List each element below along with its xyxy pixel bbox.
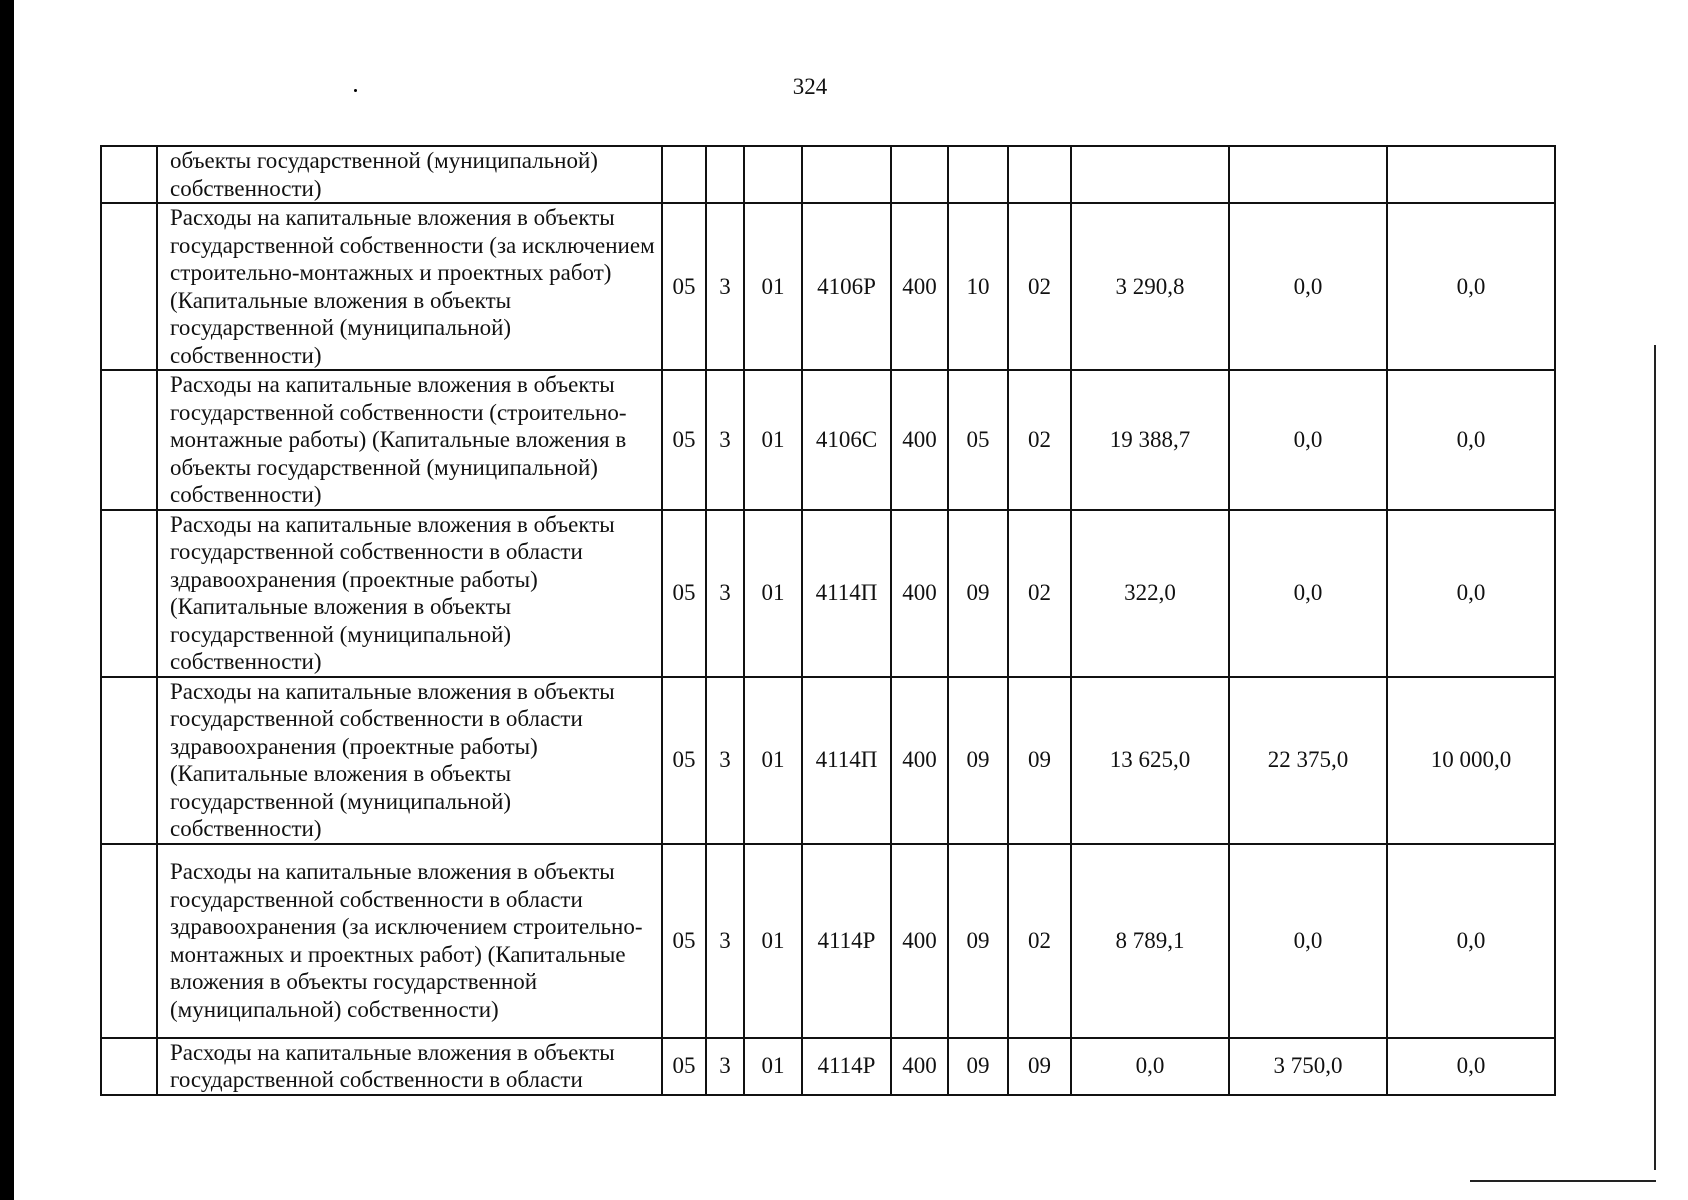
amount-cell: 10 000,0 bbox=[1387, 677, 1555, 844]
code-cell: 09 bbox=[948, 677, 1008, 844]
code-cell: 05 bbox=[662, 203, 706, 370]
code-cell bbox=[1008, 146, 1071, 203]
code-cell: 02 bbox=[1008, 203, 1071, 370]
description-cell: Расходы на капитальные вложения в объекты государственной собственности в области bbox=[157, 1038, 662, 1095]
table-row bbox=[101, 370, 1555, 510]
amount-cell: 0,0 bbox=[1387, 510, 1555, 677]
amount-cell: 0,0 bbox=[1229, 203, 1387, 370]
code-cell: 400 bbox=[891, 203, 948, 370]
code-cell bbox=[706, 146, 744, 203]
amount-cell: 3 290,8 bbox=[1071, 203, 1229, 370]
code-cell: 09 bbox=[948, 844, 1008, 1038]
code-cell: 4114Р bbox=[802, 844, 891, 1038]
code-cell: 02 bbox=[1008, 510, 1071, 677]
blank-cell bbox=[101, 844, 157, 1038]
code-cell: 01 bbox=[744, 844, 802, 1038]
code-cell: 3 bbox=[706, 1038, 744, 1095]
code-cell: 01 bbox=[744, 677, 802, 844]
blank-cell bbox=[101, 677, 157, 844]
code-cell: 05 bbox=[662, 677, 706, 844]
blank-cell bbox=[101, 1038, 157, 1095]
code-cell: 4106С bbox=[802, 370, 891, 510]
code-cell bbox=[662, 146, 706, 203]
description-cell: Расходы на капитальные вложения в объекты государственной собственности в области здравоохранения (за исключением строительно-монтажных и проектных работ) (Капитальные вложения в объекты государственной (муниципальной) собственности) bbox=[157, 844, 662, 1038]
code-cell: 3 bbox=[706, 510, 744, 677]
amount-cell bbox=[1387, 146, 1555, 203]
code-cell: 02 bbox=[1008, 844, 1071, 1038]
code-cell bbox=[744, 146, 802, 203]
blank-cell bbox=[101, 203, 157, 370]
code-cell: 10 bbox=[948, 203, 1008, 370]
code-cell bbox=[948, 146, 1008, 203]
description-cell: Расходы на капитальные вложения в объекты государственной собственности в области здравоохранения (проектные работы) (Капитальные вложения в объекты государственной (муниципальной) собственности) bbox=[157, 677, 662, 844]
amount-cell: 0,0 bbox=[1387, 844, 1555, 1038]
code-cell: 400 bbox=[891, 677, 948, 844]
description-cell: Расходы на капитальные вложения в объекты государственной собственности в области здравоохранения (проектные работы) (Капитальные вложения в объекты государственной (муниципальной) собственности) bbox=[157, 510, 662, 677]
code-cell: 09 bbox=[1008, 1038, 1071, 1095]
table-row bbox=[101, 1038, 1555, 1095]
code-cell: 05 bbox=[662, 1038, 706, 1095]
code-cell: 01 bbox=[744, 203, 802, 370]
amount-cell: 8 789,1 bbox=[1071, 844, 1229, 1038]
amount-cell: 0,0 bbox=[1229, 844, 1387, 1038]
code-cell: 02 bbox=[1008, 370, 1071, 510]
amount-cell: 13 625,0 bbox=[1071, 677, 1229, 844]
blank-cell bbox=[101, 510, 157, 677]
page-number: 324 bbox=[792, 74, 828, 99]
table-row bbox=[101, 146, 1555, 203]
amount-cell: 0,0 bbox=[1071, 1038, 1229, 1095]
blank-cell bbox=[101, 370, 157, 510]
code-cell bbox=[802, 146, 891, 203]
amount-cell bbox=[1229, 146, 1387, 203]
amount-cell bbox=[1071, 146, 1229, 203]
code-cell: 3 bbox=[706, 844, 744, 1038]
description-cell: Расходы на капитальные вложения в объекты государственной собственности (строительно-монтажные работы) (Капитальные вложения в объекты государственной (муниципальной) собственности) bbox=[157, 370, 662, 510]
scan-border-right bbox=[1654, 345, 1656, 1170]
scan-speck bbox=[354, 89, 357, 92]
table-row bbox=[101, 510, 1555, 677]
code-cell: 4106Р bbox=[802, 203, 891, 370]
code-cell: 400 bbox=[891, 370, 948, 510]
amount-cell: 0,0 bbox=[1387, 370, 1555, 510]
code-cell: 09 bbox=[948, 1038, 1008, 1095]
code-cell: 400 bbox=[891, 510, 948, 677]
description-cell: Расходы на капитальные вложения в объекты государственной собственности (за исключением строительно-монтажных и проектных работ) (Капитальные вложения в объекты государственной (муниципальной) собственности) bbox=[157, 203, 662, 370]
amount-cell: 19 388,7 bbox=[1071, 370, 1229, 510]
amount-cell: 0,0 bbox=[1229, 510, 1387, 677]
table-row bbox=[101, 677, 1555, 844]
code-cell: 3 bbox=[706, 203, 744, 370]
description-cell: объекты государственной (муниципальной) собственности) bbox=[157, 146, 662, 203]
table-row bbox=[101, 203, 1555, 370]
code-cell: 01 bbox=[744, 370, 802, 510]
code-cell: 4114П bbox=[802, 510, 891, 677]
code-cell bbox=[891, 146, 948, 203]
amount-cell: 3 750,0 bbox=[1229, 1038, 1387, 1095]
code-cell: 01 bbox=[744, 510, 802, 677]
code-cell: 400 bbox=[891, 844, 948, 1038]
code-cell: 05 bbox=[948, 370, 1008, 510]
blank-cell bbox=[101, 146, 157, 203]
code-cell: 3 bbox=[706, 370, 744, 510]
table-row bbox=[101, 844, 1555, 1038]
scan-border-bottom bbox=[1470, 1180, 1656, 1182]
code-cell: 05 bbox=[662, 844, 706, 1038]
scan-border-left bbox=[0, 0, 14, 1200]
amount-cell: 22 375,0 bbox=[1229, 677, 1387, 844]
budget-table bbox=[100, 145, 1556, 1096]
code-cell: 05 bbox=[662, 370, 706, 510]
amount-cell: 0,0 bbox=[1229, 370, 1387, 510]
amount-cell: 322,0 bbox=[1071, 510, 1229, 677]
code-cell: 05 bbox=[662, 510, 706, 677]
code-cell: 400 bbox=[891, 1038, 948, 1095]
code-cell: 09 bbox=[1008, 677, 1071, 844]
code-cell: 4114П bbox=[802, 677, 891, 844]
code-cell: 4114Р bbox=[802, 1038, 891, 1095]
amount-cell: 0,0 bbox=[1387, 203, 1555, 370]
code-cell: 09 bbox=[948, 510, 1008, 677]
code-cell: 01 bbox=[744, 1038, 802, 1095]
amount-cell: 0,0 bbox=[1387, 1038, 1555, 1095]
code-cell: 3 bbox=[706, 677, 744, 844]
